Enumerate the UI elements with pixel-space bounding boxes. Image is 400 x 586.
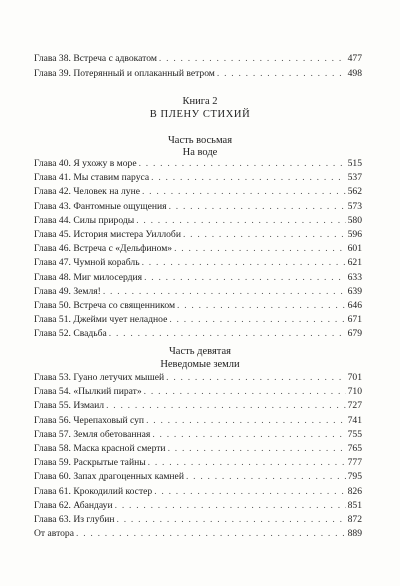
- toc-leader-dots: [109, 327, 346, 340]
- toc-leader-dots: [174, 242, 346, 255]
- part-9-title: Часть девятая: [168, 346, 231, 357]
- toc-leader-dots: [103, 285, 346, 298]
- toc-entry-page: 741: [347, 414, 362, 426]
- toc-entry: [34, 67, 362, 80]
- toc-entry-page: 646: [347, 300, 362, 311]
- toc-entry: [34, 371, 362, 384]
- toc-entry: [34, 428, 362, 441]
- toc-entry-title: Глава 42. Человек на луне: [34, 186, 140, 198]
- book-title: Книга 2: [182, 96, 218, 107]
- toc-entry-title: Глава 40. Я ухожу в море: [34, 158, 137, 169]
- toc-entry-title: Глава 54. «Пылкий пират»: [34, 386, 142, 398]
- toc-leader-dots: [186, 470, 346, 483]
- toc-entry-title: Глава 51. Джейми чует неладное: [34, 314, 168, 326]
- toc-leader-dots: [169, 200, 346, 213]
- toc-entry-page: 777: [347, 457, 362, 469]
- toc-leader-dots: [115, 499, 346, 512]
- toc-entry-page: 621: [347, 257, 362, 269]
- toc-leader-dots: [142, 185, 346, 198]
- toc-entry: [34, 513, 362, 526]
- toc-entry: [34, 399, 362, 412]
- toc-leader-dots: [168, 442, 346, 455]
- toc-entry-page: 851: [347, 499, 362, 511]
- toc-entry-title: Глава 41. Мы ставим паруса: [34, 172, 150, 184]
- toc-entry: [34, 299, 362, 312]
- toc-entry-title: Глава 61. Крокодилий костер: [34, 485, 153, 497]
- toc-entry: [34, 385, 362, 398]
- toc-entry-title: От автора: [34, 528, 74, 540]
- toc-entry-page: 477: [347, 53, 362, 64]
- toc-entry-title: Глава 58. Маска красной смерти: [34, 443, 166, 454]
- toc-leader-dots: [142, 256, 346, 269]
- toc-entry-title: Глава 43. Фантомные ощущения: [34, 200, 167, 212]
- toc-entry-title: Глава 63. Из глубин: [34, 514, 115, 525]
- part-8-title: Часть восьмая: [167, 135, 233, 146]
- toc-entry-title: Глава 56. Черепаховый суп: [34, 414, 145, 426]
- toc-entry-title: Глава 45. История мистера Уиллоби: [34, 229, 181, 240]
- toc-entry: [34, 470, 362, 483]
- toc-entry-page: 765: [347, 443, 362, 454]
- toc-entry-title: Глава 44. Силы природы: [34, 214, 135, 226]
- toc-leader-dots: [106, 399, 346, 412]
- toc-entry-page: 727: [347, 400, 362, 412]
- toc-entry: [34, 442, 362, 455]
- toc-entry-page: 826: [347, 485, 362, 497]
- toc-entry-page: 889: [347, 528, 362, 540]
- toc-leader-dots: [177, 299, 346, 312]
- toc-entry: [34, 527, 362, 540]
- toc-entry-page: 562: [347, 186, 362, 198]
- part-8-subtitle: На воде: [182, 147, 218, 158]
- toc-entry-page: 601: [347, 243, 362, 255]
- toc-leader-dots: [146, 414, 346, 427]
- toc-entry: [34, 456, 362, 469]
- toc-entry-title: Глава 59. Раскрытые тайны: [34, 457, 146, 469]
- toc-entry-page: 679: [347, 328, 362, 340]
- toc-entry-title: Глава 62. Абандауи: [34, 499, 113, 511]
- toc-entry-page: 537: [347, 172, 362, 184]
- book-subtitle: В ПЛЕНУ СТИХИЙ: [149, 109, 251, 120]
- toc-entry-page: 710: [347, 386, 362, 398]
- toc-leader-dots: [136, 214, 345, 227]
- toc-entry: [34, 171, 362, 184]
- toc-leader-dots: [117, 513, 346, 526]
- toc-entry-page: 872: [347, 514, 362, 525]
- toc-entry-page: 580: [347, 214, 362, 226]
- toc-leader-dots: [148, 456, 346, 469]
- part-9-subtitle: Неведомые земли: [160, 359, 240, 370]
- toc-leader-dots: [76, 527, 346, 540]
- toc-leader-dots: [144, 271, 346, 284]
- toc-entry-page: 701: [347, 372, 362, 383]
- toc-entry-title: Глава 52. Свадьба: [34, 328, 107, 340]
- toc-entry-title: Глава 48. Миг милосердия: [34, 271, 143, 283]
- toc-entry: [34, 499, 362, 512]
- toc-entry: [34, 313, 362, 326]
- toc-entry-page: 639: [347, 285, 362, 297]
- toc-entry-page: 515: [347, 158, 362, 169]
- toc-entry-title: Глава 55. Измаил: [34, 400, 105, 412]
- toc-entry: [34, 327, 362, 340]
- toc-entry: [34, 271, 362, 284]
- toc-entry-page: 671: [347, 314, 362, 326]
- toc-entry: [34, 200, 362, 213]
- toc-entry-page: 755: [347, 428, 362, 440]
- toc-entry: [34, 185, 362, 198]
- toc-entry: [34, 285, 362, 298]
- toc-entry-page: 795: [347, 471, 362, 483]
- toc-entry-page: 573: [347, 200, 362, 212]
- toc-entry: [34, 228, 362, 241]
- toc-entry-title: Глава 39. Потерянный и оплаканный ветром: [34, 67, 215, 79]
- toc-entry: [34, 242, 362, 255]
- toc-entry: [34, 214, 362, 227]
- toc-leader-dots: [151, 171, 345, 184]
- toc-leader-dots: [166, 371, 345, 384]
- toc-entry-title: Глава 50. Встреча со священником: [34, 300, 176, 311]
- toc-entry: [34, 414, 362, 427]
- toc-leader-dots: [159, 52, 346, 65]
- toc-entry: [34, 256, 362, 269]
- toc-entry-title: Глава 57. Земля обетованная: [34, 428, 151, 440]
- toc-entry-title: Глава 47. Чумной корабль: [34, 257, 140, 269]
- toc-entry-title: Глава 49. Земля!: [34, 285, 101, 297]
- toc-entry-title: Глава 38. Встреча с адвокатом: [34, 53, 157, 64]
- toc-entry-title: Глава 46. Встреча с «Дельфином»: [34, 243, 173, 255]
- toc-leader-dots: [217, 67, 346, 80]
- toc-entry: [34, 52, 362, 65]
- toc-leader-dots: [183, 228, 346, 241]
- toc-entry-page: 633: [347, 271, 362, 283]
- toc-leader-dots: [144, 385, 346, 398]
- toc-leader-dots: [154, 485, 345, 498]
- toc-entry: [34, 485, 362, 498]
- toc-entry: [34, 157, 362, 170]
- toc-leader-dots: [152, 428, 345, 441]
- toc-entry-title: Глава 60. Запах драгоценных камней: [34, 471, 184, 483]
- toc-entry-title: Глава 53. Гуано летучих мышей: [34, 372, 165, 383]
- toc-entry-page: 498: [347, 67, 362, 79]
- toc-leader-dots: [169, 313, 345, 326]
- toc-entry-page: 596: [347, 229, 362, 240]
- toc-leader-dots: [139, 157, 346, 170]
